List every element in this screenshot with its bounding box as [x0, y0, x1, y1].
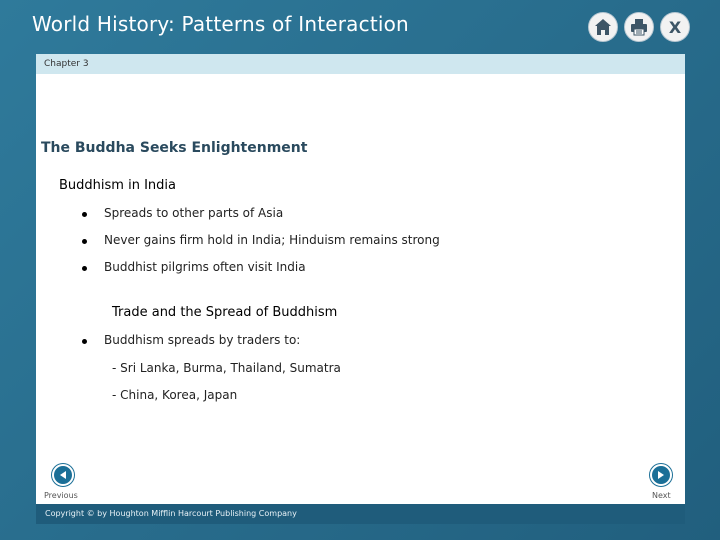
chapter-label: Chapter 3	[44, 59, 89, 69]
bullet-text: Buddhist pilgrims often visit India	[104, 260, 306, 274]
slide-panel	[36, 74, 685, 504]
previous-label[interactable]: Previous	[44, 491, 78, 500]
bullet-text: Buddhism spreads by traders to:	[104, 333, 301, 347]
next-label[interactable]: Next	[652, 491, 671, 500]
bullet-item	[104, 206, 283, 220]
toolbar	[588, 12, 690, 42]
bullet-dot-icon	[82, 212, 87, 217]
home-icon	[592, 16, 614, 38]
bullet-dot-icon	[82, 239, 87, 244]
sub-item: - China, Korea, Japan	[112, 388, 238, 402]
footer-bar	[36, 504, 685, 524]
svg-text:X: X	[668, 18, 682, 37]
bullet-item	[104, 333, 300, 347]
copyright-text: Copyright © by Houghton Mifflin Harcourt Publishing Company	[45, 509, 297, 518]
section-heading-trade: Trade and the Spread of Buddhism	[112, 305, 338, 320]
chapter-bar	[36, 54, 685, 74]
next-button[interactable]	[650, 464, 672, 486]
bullet-text: Never gains firm hold in India; Hinduism remains strong	[104, 233, 440, 247]
close-button[interactable]	[660, 12, 690, 42]
bullet-item	[104, 260, 306, 274]
bullet-dot-icon	[82, 266, 87, 271]
section-heading-buddhism-in-india: Buddhism in India	[59, 178, 176, 193]
home-button[interactable]	[588, 12, 618, 42]
arrow-left-icon	[58, 470, 68, 480]
sub-item: - Sri Lanka, Burma, Thailand, Sumatra	[112, 361, 341, 375]
print-icon	[628, 16, 650, 38]
close-icon	[664, 16, 686, 38]
previous-button[interactable]	[52, 464, 74, 486]
slide-title: The Buddha Seeks Enlightenment	[41, 140, 308, 156]
bullet-item	[104, 233, 440, 247]
app-title: World History: Patterns of Interaction	[32, 12, 409, 36]
print-button[interactable]	[624, 12, 654, 42]
bullet-text: Spreads to other parts of Asia	[104, 206, 284, 220]
bullet-dot-icon	[82, 339, 87, 344]
arrow-right-icon	[656, 470, 666, 480]
